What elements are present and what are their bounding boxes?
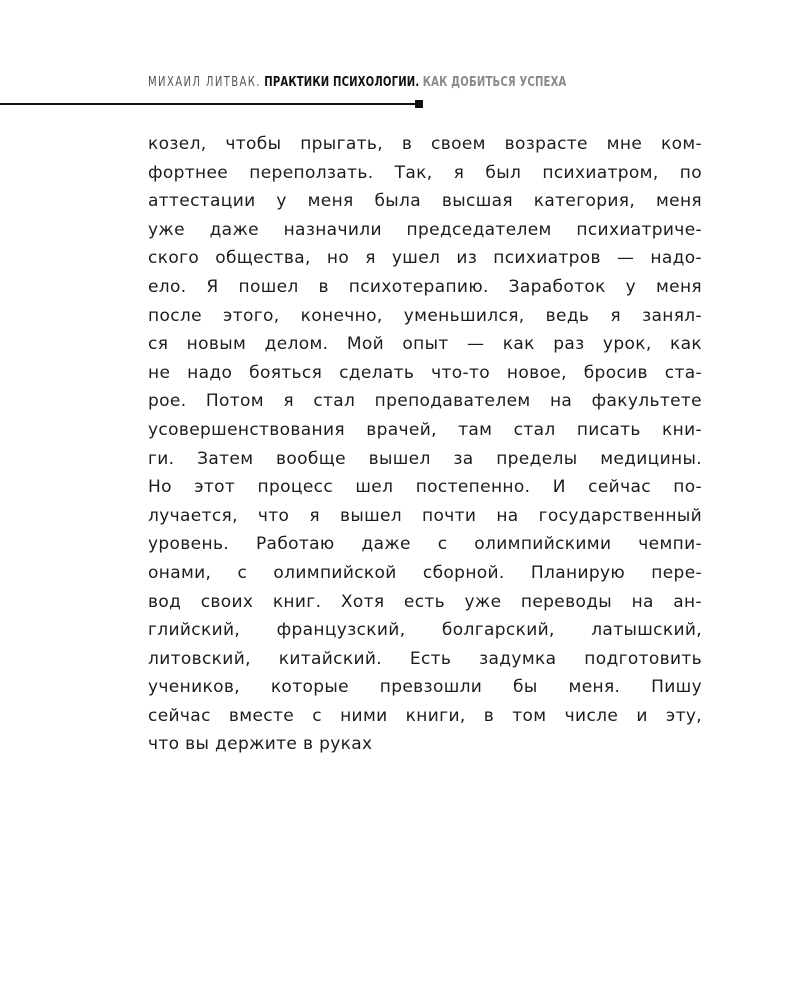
text-line: не надо бояться сделать что-то новое, бросив ста- — [148, 362, 702, 383]
text-line: рое. Потом я стал преподавателем на факультете — [148, 391, 702, 412]
text-line: онами, с олимпийской сборной. Планирую пере- — [148, 562, 702, 583]
header-book-title: ПРАКТИКИ ПСИХОЛОГИИ. — [264, 75, 420, 90]
text-line: ги. Затем вообще вышел за пределы медицины. — [148, 448, 702, 469]
header-author: МИХАИЛ ЛИТВАК. — [148, 75, 261, 90]
text-line: вод своих книг. Хотя есть уже переводы на ан- — [148, 591, 702, 612]
text-line: лучается, что я вышел почти на государственный — [148, 505, 702, 526]
text-line: сейчас вместе с ними книги, в том числе и эту, — [148, 705, 702, 726]
text-line: уровень. Работаю даже с олимпийскими чемпи- — [148, 534, 702, 555]
text-line: ело. Я пошел в психотерапию. Заработок у меня — [148, 276, 702, 297]
page-body-text — [148, 130, 702, 759]
text-line: учеников, которые превзошли бы меня. Пишу — [148, 677, 702, 698]
text-line: уже даже назначили председателем психиатриче- — [148, 219, 702, 240]
text-line: литовский, китайский. Есть задумка подготовить — [148, 648, 702, 669]
text-line: фортнее переползать. Так, я был психиатром, по — [148, 162, 702, 183]
header-rule-end-mark — [415, 100, 423, 108]
text-line: усовершенствования врачей, там стал писать кни- — [148, 419, 702, 440]
text-line-last: что вы держите в руках — [148, 734, 373, 755]
header-rule — [0, 103, 419, 105]
text-line: Но этот процесс шел постепенно. И сейчас по- — [148, 477, 702, 498]
running-header — [148, 73, 566, 93]
text-line: после этого, конечно, уменьшился, ведь я занял- — [148, 305, 702, 326]
text-line: ского общества, но я ушел из психиатров — надо- — [148, 248, 702, 269]
text-line: глийский, французский, болгарский, латышский, — [148, 620, 702, 641]
text-line: козел, чтобы прыгать, в своем возрасте мне ком- — [148, 134, 702, 154]
header-book-subtitle: КАК ДОБИТЬСЯ УСПЕХА — [422, 75, 567, 90]
text-line: аттестации у меня была высшая категория, меня — [148, 191, 702, 212]
text-line: ся новым делом. Мой опыт — как раз урок, как — [148, 334, 702, 355]
